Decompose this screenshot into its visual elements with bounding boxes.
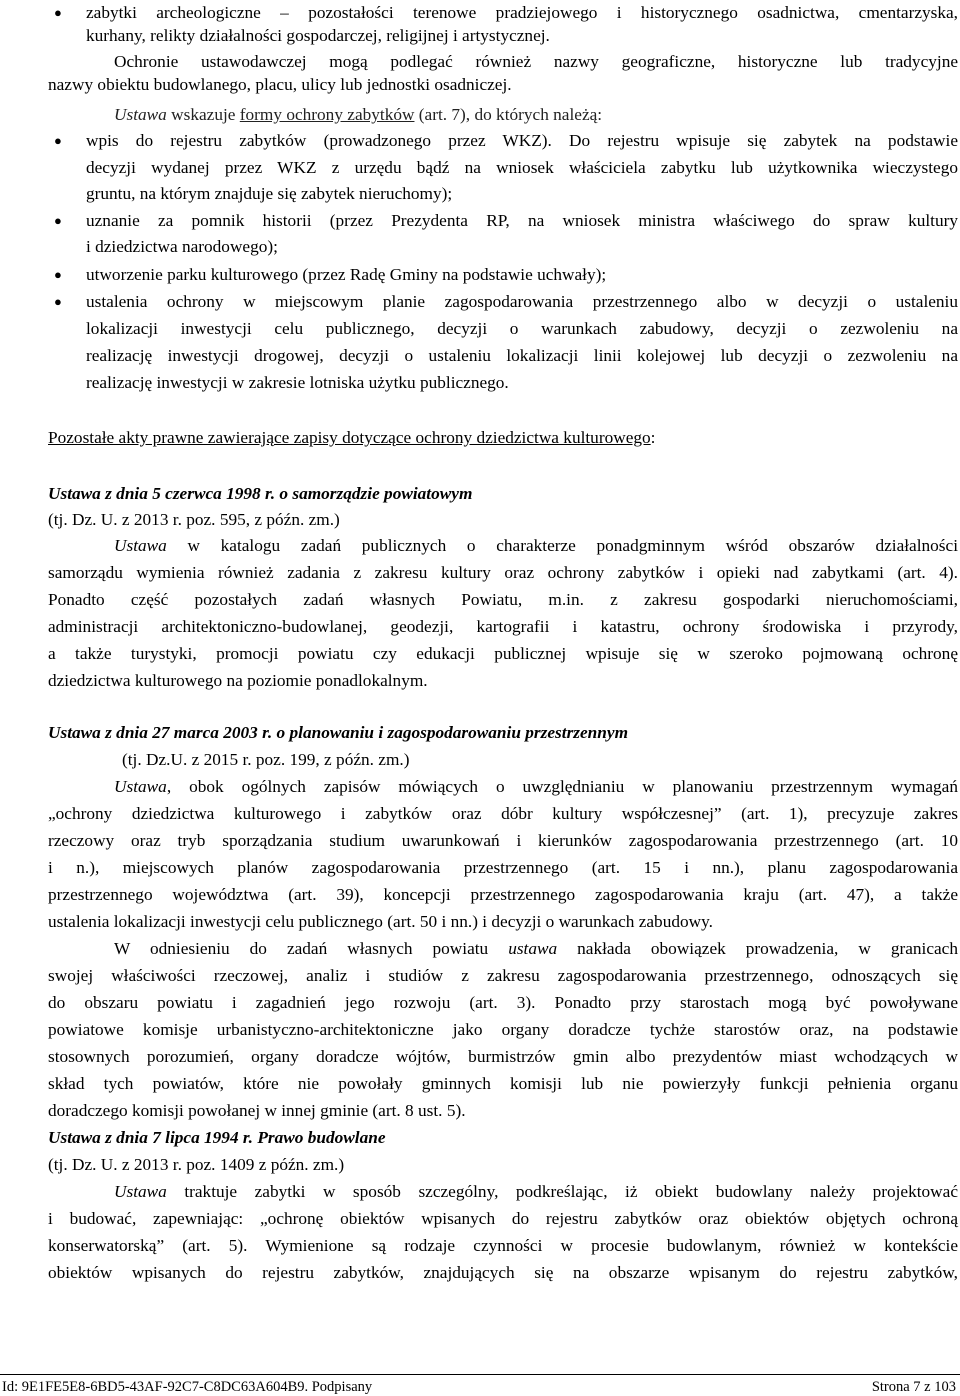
- act-title-date: Ustawa z dnia 7 lipca 1994 r.: [48, 1128, 254, 1147]
- act-body-line: [48, 938, 958, 960]
- act-body-line: i n.), miejscowych planów zagospodarowania przestrzennego (art. 15 i nn.), planu zagospodarowania: [48, 858, 958, 877]
- act-body-line: obiektów wpisanych do rejestru zabytków, znajdujących się na obszarze wpisanym do rejestru zabytków,: [48, 1263, 958, 1282]
- act-body-line: i budować, zapewniając: „ochronę obiektów wpisanych do rejestru zabytków oraz obiektów objętych ochroną: [48, 1209, 958, 1228]
- act-body-line: Ponadto część pozostałych zadań własnych Powiatu, m.in. z zakresu gospodarki nieruchomościami,: [48, 590, 958, 609]
- forms-intro: [48, 104, 958, 126]
- act-body-line: konserwatorską” (art. 5). Wymienione są rodzaje czynności w procesie budowlanym, również w kontekście: [48, 1236, 958, 1255]
- other-acts-heading: [48, 427, 958, 449]
- other-acts-heading-text: Pozostałe akty prawne zawierające zapisy dotyczące ochrony dziedzictwa kulturowego: [48, 428, 651, 447]
- act-title-date: Ustawa z dnia 5 czerwca 1998 r.: [48, 484, 276, 503]
- bullet-dot: ●: [54, 267, 62, 282]
- footer-divider: [0, 1374, 960, 1375]
- act-body-line: a także turystyki, promocji powiatu czy edukacji publicznej wpisuje się w szeroko pojmowaną ochronę: [48, 644, 958, 663]
- act-title-name: Prawo budowlane: [253, 1128, 386, 1147]
- form-item-line: utworzenie parku kulturowego (przez Radę Gminy na podstawie uchwały);: [86, 265, 607, 284]
- act-body-line: stosownych porozumień, organy doradcze wójtów, burmistrzów gmin albo prezydentów miast wchodzących w: [48, 1047, 958, 1066]
- act-body-text: , obok ogólnych zapisów mówiących o uwzględnianiu w planowaniu przestrzennym wymagań: [166, 777, 958, 796]
- forms-intro-text: wskazuje: [166, 105, 240, 124]
- ustawa-italic: Ustawa: [114, 1182, 167, 1201]
- act-body-line: doradczego komisji powołanej w innej gminie (art. 8 ust. 5).: [48, 1101, 466, 1120]
- act-body-line: przestrzennego województwa (art. 39), koncepcji przestrzennego zagospodarowania kraju (art. 47), a także: [48, 885, 958, 904]
- act-body-line: „ochrony dziedzictwa kulturowego i zabytków oraz dóbr kultury współczesnej” (art. 1), precyzuje zakres: [48, 804, 958, 823]
- ustawa-italic: Ustawa: [114, 777, 167, 796]
- form-item-line: uznanie za pomnik historii (przez Prezydenta RP, na wniosek ministra właściwego do spraw kultury: [86, 211, 958, 230]
- footer-page-number: Strona 7 z 103: [871, 1379, 956, 1395]
- heritage-bullet-line: kurhany, relikty działalności gospodarczej, religijnej i artystycznej.: [86, 26, 550, 45]
- act-body-line: rzeczowy oraz tryb sporządzania studium uwarunkowań i kierunków zagospodarowania przestrzennego (art. 10: [48, 831, 958, 850]
- ustawa-italic: Ustawa: [114, 536, 167, 555]
- act-body-line: [48, 1181, 958, 1203]
- act-body-line: dziedzictwa kulturowego na poziomie ponadlokalnym.: [48, 671, 428, 690]
- form-item-line: i dziedzictwa narodowego);: [86, 237, 278, 256]
- ustawa-italic: Ustawa: [114, 105, 167, 124]
- act-reference: (tj. Dz. U. z 2013 r. poz. 1409 z późn. zm.): [48, 1155, 345, 1174]
- form-item-line: lokalizacji inwestycji celu publicznego, decyzji o warunkach zabudowy, decyzji o zezwoleniu na: [86, 319, 958, 338]
- act-body-text: W odniesieniu do zadań własnych powiatu: [114, 939, 509, 958]
- act-body-text: w katalogu zadań publicznych o charakterze ponadgminnym wśród obszarów działalności: [166, 536, 958, 555]
- bullet-dot: ●: [54, 213, 62, 228]
- footer-document-id: Id: 9E1FE5E8-6BD5-43AF-92C7-C8DC63A604B9. Podpisany: [2, 1379, 373, 1395]
- act-reference: (tj. Dz.U. z 2015 r. poz. 199, z późn. zm.): [122, 750, 410, 769]
- ustawa-italic: ustawa: [508, 939, 558, 958]
- act-title-name: o samorządzie powiatowym: [275, 484, 473, 503]
- form-item-line: gruntu, na którym znajduje się zabytek nieruchomy);: [86, 184, 453, 203]
- act-body-line: samorządu wymienia również zadania z zakresu kultury oraz ochrony zabytków i opieki nad zabytkami (art. 4).: [48, 563, 958, 582]
- act-body-line: do obszaru powiatu i zagadnień jego rozwoju (art. 3). Ponadto przy starostach mogą być powoływane: [48, 993, 958, 1012]
- act-body-line: [48, 776, 958, 798]
- form-item-line: wpis do rejestru zabytków (prowadzonego przez WKZ). Do rejestru wpisuje się zabytek na podstawie: [86, 131, 958, 150]
- bullet-dot: ●: [54, 5, 62, 20]
- act-title: [48, 722, 958, 744]
- form-item-line: decyzji wydanej przez WKZ z urzędu bądź na wniosek właściciela zabytku lub użytkownika wieczystego: [86, 158, 958, 177]
- forms-intro-text: (art. 7), do których należą:: [414, 105, 603, 124]
- form-item-line: realizację inwestycji w zakresie lotniska użytku publicznego.: [86, 373, 509, 392]
- act-body-line: powiatowe komisje urbanistyczno-architektoniczne jako organy doradcze tychże starostów oraz, na podstawie: [48, 1020, 958, 1039]
- act-body-text: nakłada obowiązek prowadzenia, w granicach: [557, 939, 958, 958]
- act-title: [48, 483, 958, 505]
- names-paragraph-line: Ochronie ustawodawczej mogą podlegać również nazwy geograficzne, historyczne lub tradycyjne: [114, 52, 958, 71]
- bullet-dot: ●: [54, 133, 62, 148]
- forms-link[interactable]: formy ochrony zabytków: [239, 105, 415, 124]
- act-body-line: swojej właściwości rzeczowej, analiz i studiów z zakresu zagospodarowania przestrzennego, odnoszących się: [48, 966, 958, 985]
- act-reference: (tj. Dz. U. z 2013 r. poz. 595, z późn. zm.): [48, 510, 340, 529]
- act-body-line: [48, 535, 958, 557]
- other-acts-colon: :: [650, 428, 656, 447]
- act-body-line: administracji architektoniczno-budowlanej, geodezji, kartografii i katastru, ochrony środowiska i przyrody,: [48, 617, 958, 636]
- names-paragraph-line: nazwy obiektu budowlanego, placu, ulicy lub jednostki osadniczej.: [48, 75, 512, 94]
- act-title-name: o planowaniu i zagospodarowaniu przestrzennym: [272, 723, 629, 742]
- act-title: [48, 1127, 958, 1149]
- form-item-line: realizację inwestycji drogowej, decyzji o ustaleniu lokalizacji linii kolejowej lub decyzji o zezwoleniu na: [86, 346, 958, 365]
- bullet-dot: ●: [54, 294, 62, 309]
- act-body-line: ustalenia lokalizacji inwestycji celu publicznego (art. 50 i nn.) i decyzji o warunkach zabudowy.: [48, 912, 713, 931]
- act-body-text: traktuje zabytki w sposób szczególny, podkreślając, iż obiekt budowlany należy projektować: [166, 1182, 958, 1201]
- heritage-bullet-line: zabytki archeologiczne – pozostałości terenowe pradziejowego i historycznego osadnictwa, cmentarzyska,: [86, 3, 958, 22]
- act-body-line: skład tych powiatów, które nie powołały gminnych komisji lub nie powierzyły funkcji pełnienia organu: [48, 1074, 958, 1093]
- form-item-line: ustalenia ochrony w miejscowym planie zagospodarowania przestrzennego albo w decyzji o ustaleniu: [86, 292, 958, 311]
- act-title-date: Ustawa z dnia 27 marca 2003 r.: [48, 723, 273, 742]
